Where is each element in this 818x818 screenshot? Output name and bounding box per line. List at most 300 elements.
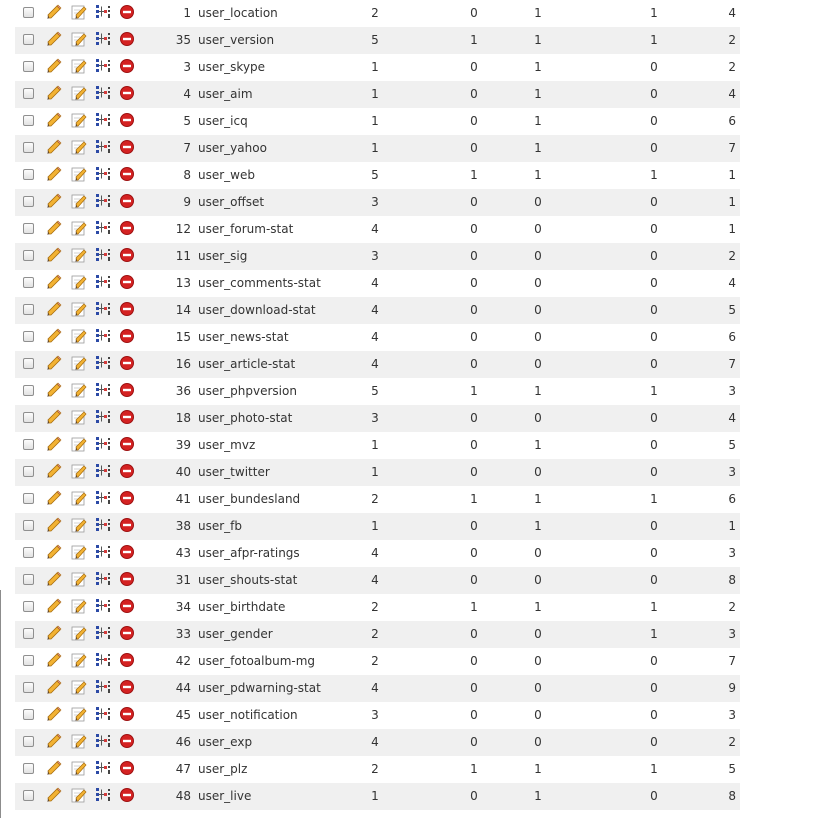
cell-id: 11 xyxy=(175,249,191,263)
delete-icon[interactable] xyxy=(119,463,135,479)
inline-edit-pencil-icon[interactable] xyxy=(71,247,87,263)
structure-icon[interactable] xyxy=(95,58,111,74)
delete-icon[interactable] xyxy=(119,355,135,371)
cell-id: 40 xyxy=(175,465,191,479)
cell-col-4: 1 xyxy=(650,492,658,506)
pencil-icon[interactable] xyxy=(46,733,62,749)
structure-icon[interactable] xyxy=(95,112,111,128)
structure-icon[interactable] xyxy=(95,733,111,749)
row-select-checkbox[interactable] xyxy=(23,115,34,126)
table-row xyxy=(15,621,740,648)
cell-col-5: 3 xyxy=(728,627,736,641)
cell-id: 5 xyxy=(183,114,191,128)
cell-col-2: 0 xyxy=(470,303,478,317)
structure-icon[interactable] xyxy=(95,274,111,290)
structure-icon[interactable] xyxy=(95,193,111,209)
delete-icon[interactable] xyxy=(119,598,135,614)
delete-icon[interactable] xyxy=(119,490,135,506)
cell-col-3: 1 xyxy=(534,762,542,776)
table-row xyxy=(15,243,740,270)
cell-id: 8 xyxy=(183,168,191,182)
cell-id: 12 xyxy=(175,222,191,236)
cell-col-5: 8 xyxy=(728,789,736,803)
cell-col-3: 0 xyxy=(534,465,542,479)
pencil-icon[interactable] xyxy=(46,193,62,209)
inline-edit-pencil-icon[interactable] xyxy=(71,409,87,425)
cell-col-2: 1 xyxy=(470,762,478,776)
cell-id: 13 xyxy=(175,276,191,290)
delete-icon[interactable] xyxy=(119,571,135,587)
pencil-icon[interactable] xyxy=(46,58,62,74)
cell-col-3: 1 xyxy=(534,33,542,47)
row-select-checkbox[interactable] xyxy=(23,547,34,558)
cell-col-5: 3 xyxy=(728,546,736,560)
structure-icon[interactable] xyxy=(95,328,111,344)
cell-id: 42 xyxy=(175,654,191,668)
delete-icon[interactable] xyxy=(119,85,135,101)
table-row xyxy=(15,351,740,378)
cell-col-1: 3 xyxy=(371,249,379,263)
pencil-icon[interactable] xyxy=(46,652,62,668)
inline-edit-pencil-icon[interactable] xyxy=(71,328,87,344)
structure-icon[interactable] xyxy=(95,4,111,20)
structure-icon[interactable] xyxy=(95,760,111,776)
delete-icon[interactable] xyxy=(119,193,135,209)
cell-name: user_notification xyxy=(198,708,298,722)
delete-icon[interactable] xyxy=(119,787,135,803)
row-select-checkbox[interactable] xyxy=(23,493,34,504)
cell-col-5: 2 xyxy=(728,249,736,263)
cell-col-2: 1 xyxy=(470,168,478,182)
cell-col-3: 1 xyxy=(534,168,542,182)
structure-icon[interactable] xyxy=(95,463,111,479)
row-select-checkbox[interactable] xyxy=(23,763,34,774)
cell-name: user_shouts-stat xyxy=(198,573,298,587)
row-select-checkbox[interactable] xyxy=(23,520,34,531)
window-edge-divider xyxy=(0,590,1,818)
inline-edit-pencil-icon[interactable] xyxy=(71,85,87,101)
cell-col-1: 2 xyxy=(371,492,379,506)
data-table xyxy=(15,0,740,810)
delete-icon[interactable] xyxy=(119,247,135,263)
table-row xyxy=(15,783,740,810)
cell-col-4: 0 xyxy=(650,789,658,803)
structure-icon[interactable] xyxy=(95,517,111,533)
row-select-checkbox[interactable] xyxy=(23,385,34,396)
cell-col-3: 1 xyxy=(534,114,542,128)
inline-edit-pencil-icon[interactable] xyxy=(71,463,87,479)
cell-col-2: 0 xyxy=(470,465,478,479)
cell-col-1: 1 xyxy=(371,60,379,74)
inline-edit-pencil-icon[interactable] xyxy=(71,517,87,533)
inline-edit-pencil-icon[interactable] xyxy=(71,382,87,398)
cell-name: user_photo-stat xyxy=(198,411,293,425)
delete-icon[interactable] xyxy=(119,382,135,398)
row-select-checkbox[interactable] xyxy=(23,574,34,585)
structure-icon[interactable] xyxy=(95,382,111,398)
cell-id: 44 xyxy=(175,681,191,695)
structure-icon[interactable] xyxy=(95,31,111,47)
row-select-checkbox[interactable] xyxy=(23,169,34,180)
cell-name: user_version xyxy=(198,33,275,47)
cell-col-5: 4 xyxy=(728,411,736,425)
table-row xyxy=(15,324,740,351)
delete-icon[interactable] xyxy=(119,166,135,182)
inline-edit-pencil-icon[interactable] xyxy=(71,166,87,182)
cell-col-2: 0 xyxy=(470,735,478,749)
row-select-checkbox[interactable] xyxy=(23,196,34,207)
cell-id: 18 xyxy=(175,411,191,425)
pencil-icon[interactable] xyxy=(46,301,62,317)
cell-col-2: 0 xyxy=(470,546,478,560)
pencil-icon[interactable] xyxy=(46,112,62,128)
inline-edit-pencil-icon[interactable] xyxy=(71,193,87,209)
structure-icon[interactable] xyxy=(95,598,111,614)
inline-edit-pencil-icon[interactable] xyxy=(71,436,87,452)
structure-icon[interactable] xyxy=(95,247,111,263)
row-select-checkbox[interactable] xyxy=(23,331,34,342)
cell-col-3: 1 xyxy=(534,519,542,533)
row-select-checkbox[interactable] xyxy=(23,412,34,423)
cell-col-1: 5 xyxy=(371,33,379,47)
structure-icon[interactable] xyxy=(95,85,111,101)
cell-col-1: 5 xyxy=(371,168,379,182)
cell-col-4: 0 xyxy=(650,222,658,236)
cell-col-3: 0 xyxy=(534,411,542,425)
pencil-icon[interactable] xyxy=(46,598,62,614)
inline-edit-pencil-icon[interactable] xyxy=(71,301,87,317)
row-select-checkbox[interactable] xyxy=(23,628,34,639)
pencil-icon[interactable] xyxy=(46,787,62,803)
cell-col-3: 1 xyxy=(534,789,542,803)
pencil-icon[interactable] xyxy=(46,517,62,533)
table-row xyxy=(15,567,740,594)
cell-id: 16 xyxy=(175,357,191,371)
cell-col-1: 1 xyxy=(371,438,379,452)
structure-icon[interactable] xyxy=(95,490,111,506)
cell-col-5: 4 xyxy=(728,87,736,101)
cell-id: 35 xyxy=(175,33,191,47)
table-row xyxy=(15,0,740,27)
pencil-icon[interactable] xyxy=(46,31,62,47)
pencil-icon[interactable] xyxy=(46,4,62,20)
cell-name: user_sig xyxy=(198,249,248,263)
cell-name: user_afpr-ratings xyxy=(198,546,300,560)
structure-icon[interactable] xyxy=(95,220,111,236)
delete-icon[interactable] xyxy=(119,436,135,452)
cell-id: 48 xyxy=(175,789,191,803)
row-select-checkbox[interactable] xyxy=(23,709,34,720)
row-select-checkbox[interactable] xyxy=(23,790,34,801)
cell-col-3: 1 xyxy=(534,600,542,614)
table-row xyxy=(15,459,740,486)
cell-col-1: 5 xyxy=(371,384,379,398)
row-select-checkbox[interactable] xyxy=(23,466,34,477)
cell-col-1: 1 xyxy=(371,87,379,101)
cell-col-2: 0 xyxy=(470,411,478,425)
cell-col-2: 0 xyxy=(470,87,478,101)
cell-col-4: 0 xyxy=(650,465,658,479)
delete-icon[interactable] xyxy=(119,220,135,236)
row-select-checkbox[interactable] xyxy=(23,7,34,18)
delete-icon[interactable] xyxy=(119,112,135,128)
cell-col-3: 0 xyxy=(534,330,542,344)
cell-col-4: 0 xyxy=(650,735,658,749)
inline-edit-pencil-icon[interactable] xyxy=(71,355,87,371)
cell-col-3: 0 xyxy=(534,195,542,209)
pencil-icon[interactable] xyxy=(46,463,62,479)
pencil-icon[interactable] xyxy=(46,85,62,101)
delete-icon[interactable] xyxy=(119,274,135,290)
table-row xyxy=(15,486,740,513)
row-select-checkbox[interactable] xyxy=(23,655,34,666)
cell-name: user_yahoo xyxy=(198,141,267,155)
row-select-checkbox[interactable] xyxy=(23,277,34,288)
structure-icon[interactable] xyxy=(95,544,111,560)
delete-icon[interactable] xyxy=(119,517,135,533)
cell-col-2: 0 xyxy=(470,6,478,20)
cell-col-4: 0 xyxy=(650,573,658,587)
pencil-icon[interactable] xyxy=(46,679,62,695)
table-row xyxy=(15,756,740,783)
inline-edit-pencil-icon[interactable] xyxy=(71,706,87,722)
cell-col-5: 4 xyxy=(728,276,736,290)
pencil-icon[interactable] xyxy=(46,355,62,371)
cell-name: user_icq xyxy=(198,114,248,128)
cell-id: 14 xyxy=(175,303,191,317)
cell-name: user_fb xyxy=(198,519,243,533)
cell-col-1: 2 xyxy=(371,654,379,668)
cell-name: user_gender xyxy=(198,627,273,641)
cell-col-1: 3 xyxy=(371,708,379,722)
structure-icon[interactable] xyxy=(95,787,111,803)
table-row xyxy=(15,162,740,189)
pencil-icon[interactable] xyxy=(46,328,62,344)
cell-col-4: 0 xyxy=(650,357,658,371)
cell-col-3: 0 xyxy=(534,276,542,290)
inline-edit-pencil-icon[interactable] xyxy=(71,31,87,47)
cell-col-2: 1 xyxy=(470,492,478,506)
inline-edit-pencil-icon[interactable] xyxy=(71,274,87,290)
table-row xyxy=(15,27,740,54)
cell-id: 7 xyxy=(183,141,191,155)
delete-icon[interactable] xyxy=(119,733,135,749)
cell-col-5: 1 xyxy=(728,222,736,236)
cell-col-4: 1 xyxy=(650,627,658,641)
cell-col-4: 1 xyxy=(650,33,658,47)
delete-icon[interactable] xyxy=(119,544,135,560)
table-row xyxy=(15,594,740,621)
structure-icon[interactable] xyxy=(95,355,111,371)
cell-col-3: 1 xyxy=(534,87,542,101)
table-row xyxy=(15,702,740,729)
cell-col-3: 0 xyxy=(534,357,542,371)
inline-edit-pencil-icon[interactable] xyxy=(71,598,87,614)
row-select-checkbox[interactable] xyxy=(23,223,34,234)
cell-name: user_news-stat xyxy=(198,330,289,344)
cell-col-1: 3 xyxy=(371,195,379,209)
inline-edit-pencil-icon[interactable] xyxy=(71,58,87,74)
cell-col-1: 1 xyxy=(371,141,379,155)
cell-name: user_birthdate xyxy=(198,600,286,614)
cell-id: 47 xyxy=(175,762,191,776)
cell-id: 31 xyxy=(175,573,191,587)
cell-name: user_location xyxy=(198,6,278,20)
cell-id: 39 xyxy=(175,438,191,452)
inline-edit-pencil-icon[interactable] xyxy=(71,544,87,560)
cell-col-1: 4 xyxy=(371,330,379,344)
cell-col-3: 0 xyxy=(534,573,542,587)
cell-col-3: 0 xyxy=(534,708,542,722)
pencil-icon[interactable] xyxy=(46,436,62,452)
pencil-icon[interactable] xyxy=(46,544,62,560)
delete-icon[interactable] xyxy=(119,4,135,20)
cell-name: user_phpversion xyxy=(198,384,297,398)
cell-id: 36 xyxy=(175,384,191,398)
cell-col-3: 0 xyxy=(534,735,542,749)
inline-edit-pencil-icon[interactable] xyxy=(71,220,87,236)
cell-name: user_fotoalbum-mg xyxy=(198,654,316,668)
cell-col-4: 0 xyxy=(650,249,658,263)
cell-id: 41 xyxy=(175,492,191,506)
cell-name: user_aim xyxy=(198,87,253,101)
structure-icon[interactable] xyxy=(95,652,111,668)
structure-icon[interactable] xyxy=(95,139,111,155)
cell-id: 34 xyxy=(175,600,191,614)
structure-icon[interactable] xyxy=(95,436,111,452)
pencil-icon[interactable] xyxy=(46,571,62,587)
cell-col-3: 0 xyxy=(534,681,542,695)
cell-id: 9 xyxy=(183,195,191,209)
cell-col-1: 4 xyxy=(371,222,379,236)
delete-icon[interactable] xyxy=(119,706,135,722)
inline-edit-pencil-icon[interactable] xyxy=(71,490,87,506)
pencil-icon[interactable] xyxy=(46,760,62,776)
delete-icon[interactable] xyxy=(119,31,135,47)
cell-id: 33 xyxy=(175,627,191,641)
cell-name: user_download-stat xyxy=(198,303,316,317)
inline-edit-pencil-icon[interactable] xyxy=(71,760,87,776)
row-select-checkbox[interactable] xyxy=(23,142,34,153)
row-select-checkbox[interactable] xyxy=(23,601,34,612)
structure-icon[interactable] xyxy=(95,706,111,722)
cell-name: user_pdwarning-stat xyxy=(198,681,321,695)
delete-icon[interactable] xyxy=(119,328,135,344)
cell-col-5: 3 xyxy=(728,708,736,722)
row-select-checkbox[interactable] xyxy=(23,250,34,261)
cell-col-3: 0 xyxy=(534,249,542,263)
inline-edit-pencil-icon[interactable] xyxy=(71,112,87,128)
row-select-checkbox[interactable] xyxy=(23,34,34,45)
pencil-icon[interactable] xyxy=(46,274,62,290)
structure-icon[interactable] xyxy=(95,301,111,317)
cell-col-2: 0 xyxy=(470,438,478,452)
table-row xyxy=(15,135,740,162)
inline-edit-pencil-icon[interactable] xyxy=(71,571,87,587)
inline-edit-pencil-icon[interactable] xyxy=(71,139,87,155)
delete-icon[interactable] xyxy=(119,760,135,776)
cell-col-1: 4 xyxy=(371,735,379,749)
pencil-icon[interactable] xyxy=(46,625,62,641)
structure-icon[interactable] xyxy=(95,625,111,641)
pencil-icon[interactable] xyxy=(46,220,62,236)
cell-col-2: 0 xyxy=(470,222,478,236)
row-select-checkbox[interactable] xyxy=(23,682,34,693)
row-select-checkbox[interactable] xyxy=(23,304,34,315)
cell-name: user_web xyxy=(198,168,255,182)
pencil-icon[interactable] xyxy=(46,166,62,182)
delete-icon[interactable] xyxy=(119,652,135,668)
delete-icon[interactable] xyxy=(119,139,135,155)
delete-icon[interactable] xyxy=(119,679,135,695)
inline-edit-pencil-icon[interactable] xyxy=(71,4,87,20)
cell-col-1: 1 xyxy=(371,519,379,533)
cell-col-1: 2 xyxy=(371,600,379,614)
cell-col-2: 0 xyxy=(470,330,478,344)
cell-col-4: 0 xyxy=(650,708,658,722)
delete-icon[interactable] xyxy=(119,301,135,317)
table-row xyxy=(15,675,740,702)
inline-edit-pencil-icon[interactable] xyxy=(71,733,87,749)
table-row xyxy=(15,540,740,567)
inline-edit-pencil-icon[interactable] xyxy=(71,787,87,803)
cell-col-1: 4 xyxy=(371,303,379,317)
cell-col-5: 8 xyxy=(728,573,736,587)
cell-col-1: 1 xyxy=(371,114,379,128)
cell-col-4: 0 xyxy=(650,303,658,317)
pencil-icon[interactable] xyxy=(46,409,62,425)
delete-icon[interactable] xyxy=(119,625,135,641)
row-select-checkbox[interactable] xyxy=(23,88,34,99)
row-select-checkbox[interactable] xyxy=(23,358,34,369)
cell-col-5: 9 xyxy=(728,681,736,695)
cell-col-4: 0 xyxy=(650,60,658,74)
pencil-icon[interactable] xyxy=(46,706,62,722)
cell-col-5: 6 xyxy=(728,114,736,128)
cell-col-2: 0 xyxy=(470,141,478,155)
cell-col-2: 0 xyxy=(470,573,478,587)
pencil-icon[interactable] xyxy=(46,382,62,398)
cell-col-1: 4 xyxy=(371,357,379,371)
cell-col-3: 0 xyxy=(534,546,542,560)
cell-col-3: 1 xyxy=(534,438,542,452)
structure-icon[interactable] xyxy=(95,409,111,425)
pencil-icon[interactable] xyxy=(46,490,62,506)
cell-col-1: 2 xyxy=(371,762,379,776)
pencil-icon[interactable] xyxy=(46,247,62,263)
inline-edit-pencil-icon[interactable] xyxy=(71,625,87,641)
row-select-checkbox[interactable] xyxy=(23,736,34,747)
cell-name: user_plz xyxy=(198,762,248,776)
cell-col-3: 1 xyxy=(534,141,542,155)
table-row xyxy=(15,189,740,216)
cell-col-2: 0 xyxy=(470,681,478,695)
structure-icon[interactable] xyxy=(95,571,111,587)
inline-edit-pencil-icon[interactable] xyxy=(71,652,87,668)
cell-col-4: 0 xyxy=(650,681,658,695)
table-row xyxy=(15,108,740,135)
cell-col-2: 1 xyxy=(470,384,478,398)
pencil-icon[interactable] xyxy=(46,139,62,155)
delete-icon[interactable] xyxy=(119,409,135,425)
structure-icon[interactable] xyxy=(95,679,111,695)
inline-edit-pencil-icon[interactable] xyxy=(71,679,87,695)
structure-icon[interactable] xyxy=(95,166,111,182)
row-select-checkbox[interactable] xyxy=(23,61,34,72)
delete-icon[interactable] xyxy=(119,58,135,74)
cell-col-2: 0 xyxy=(470,708,478,722)
row-select-checkbox[interactable] xyxy=(23,439,34,450)
